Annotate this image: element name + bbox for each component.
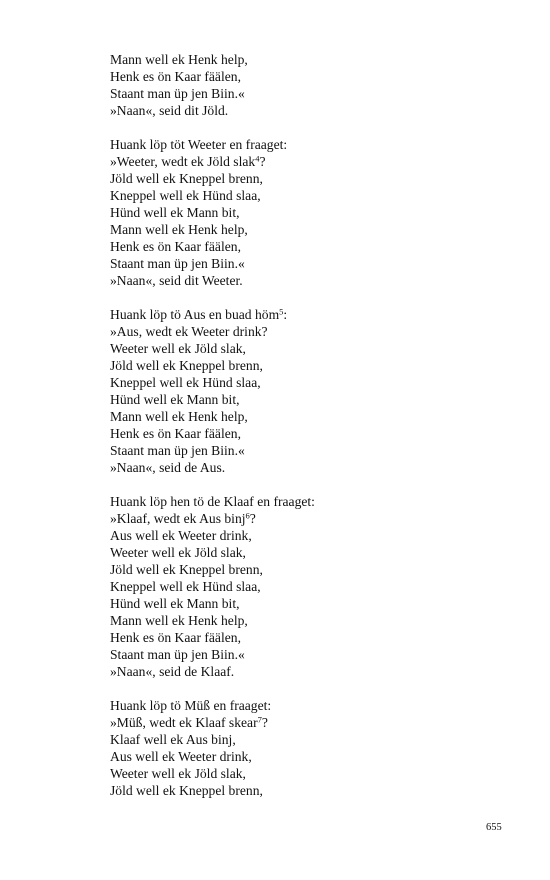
verse-text: Huank löp hen tö de Klaaf en fraaget: [110, 494, 315, 509]
verse-line [110, 459, 510, 476]
verse-line [110, 136, 510, 153]
verse-line [110, 646, 510, 663]
verse-text: Staant man üp jen Biin.« [110, 86, 245, 101]
verse-text: »Naan«, seid dit Weeter. [110, 273, 243, 288]
verse-punctuation: ? [261, 715, 268, 730]
verse-line [110, 527, 510, 544]
verse-text: Hünd well ek Mann bit, [110, 205, 240, 220]
verse-text: »Naan«, seid dit Jöld. [110, 103, 229, 118]
page-number: 655 [486, 822, 502, 833]
verse-line [110, 340, 510, 357]
verse-text: Hünd well ek Mann bit, [110, 596, 240, 611]
verse-text: Huank löp tö Aus en buad höm [110, 307, 280, 322]
verse-line [110, 391, 510, 408]
verse-punctuation: ? [249, 511, 256, 526]
verse-line [110, 85, 510, 102]
footnote-marker: 4 [255, 153, 260, 164]
verse-text: »Weeter, wedt ek Jöld slak [110, 154, 256, 169]
verse-text: Huank löp töt Weeter en fraaget: [110, 137, 288, 152]
verse-text: Mann well ek Henk help, [110, 409, 248, 424]
stanza [110, 306, 510, 476]
verse-text: Staant man üp jen Biin.« [110, 647, 245, 662]
verse-text: »Aus, wedt ek Weeter drink? [110, 324, 268, 339]
verse-line [110, 51, 510, 68]
verse-line [110, 238, 510, 255]
verse-text: »Naan«, seid de Klaaf. [110, 664, 235, 679]
verse-text: Mann well ek Henk help, [110, 52, 248, 67]
verse-text: Weeter well ek Jöld slak, [110, 341, 246, 356]
verse-line [110, 765, 510, 782]
verse-line [110, 544, 510, 561]
verse-line [110, 612, 510, 629]
stanza [110, 51, 510, 119]
verse-text: Weeter well ek Jöld slak, [110, 766, 246, 781]
verse-line [110, 374, 510, 391]
poem-text [110, 51, 510, 816]
verse-text: Weeter well ek Jöld slak, [110, 545, 246, 560]
verse-line [110, 697, 510, 714]
verse-line [110, 561, 510, 578]
verse-line [110, 629, 510, 646]
stanza [110, 697, 510, 799]
verse-text: Jöld well ek Kneppel brenn, [110, 783, 263, 798]
verse-text: »Müß, wedt ek Klaaf skear [110, 715, 258, 730]
verse-text: Henk es ön Kaar fäälen, [110, 426, 241, 441]
verse-line [110, 255, 510, 272]
verse-line [110, 221, 510, 238]
verse-line [110, 748, 510, 765]
footnote-marker: 7 [257, 714, 262, 725]
verse-line [110, 323, 510, 340]
verse-text: Staant man üp jen Biin.« [110, 256, 245, 271]
verse-line [110, 663, 510, 680]
verse-punctuation: ? [259, 154, 266, 169]
verse-line [110, 187, 510, 204]
verse-line [110, 306, 510, 323]
verse-line [110, 578, 510, 595]
verse-text: Mann well ek Henk help, [110, 222, 248, 237]
verse-line [110, 425, 510, 442]
verse-line [110, 153, 510, 170]
verse-line [110, 170, 510, 187]
verse-text: »Naan«, seid de Aus. [110, 460, 226, 475]
verse-text: Henk es ön Kaar fäälen, [110, 239, 241, 254]
verse-text: Henk es ön Kaar fäälen, [110, 630, 241, 645]
verse-text: Jöld well ek Kneppel brenn, [110, 562, 263, 577]
verse-text: Aus well ek Weeter drink, [110, 749, 252, 764]
verse-text: Klaaf well ek Aus binj, [110, 732, 236, 747]
verse-line [110, 782, 510, 799]
verse-line [110, 510, 510, 527]
verse-line [110, 357, 510, 374]
verse-text: Huank löp tö Müß en fraaget: [110, 698, 272, 713]
verse-line [110, 442, 510, 459]
verse-text: Kneppel well ek Hünd slaa, [110, 375, 261, 390]
verse-line [110, 102, 510, 119]
verse-text: Aus well ek Weeter drink, [110, 528, 252, 543]
verse-text: Jöld well ek Kneppel brenn, [110, 171, 263, 186]
verse-line [110, 272, 510, 289]
verse-punctuation: : [283, 307, 288, 322]
footnote-marker: 5 [279, 306, 284, 317]
verse-line [110, 714, 510, 731]
verse-text: Henk es ön Kaar fäälen, [110, 69, 241, 84]
verse-line [110, 68, 510, 85]
verse-text: »Klaaf, wedt ek Aus binj [110, 511, 246, 526]
stanza [110, 136, 510, 289]
verse-text: Jöld well ek Kneppel brenn, [110, 358, 263, 373]
verse-line [110, 731, 510, 748]
stanza [110, 493, 510, 680]
verse-line [110, 595, 510, 612]
verse-text: Kneppel well ek Hünd slaa, [110, 188, 261, 203]
verse-line [110, 408, 510, 425]
verse-text: Mann well ek Henk help, [110, 613, 248, 628]
verse-line [110, 204, 510, 221]
verse-text: Hünd well ek Mann bit, [110, 392, 240, 407]
verse-text: Staant man üp jen Biin.« [110, 443, 245, 458]
footnote-marker: 6 [245, 510, 250, 521]
verse-line [110, 493, 510, 510]
verse-text: Kneppel well ek Hünd slaa, [110, 579, 261, 594]
